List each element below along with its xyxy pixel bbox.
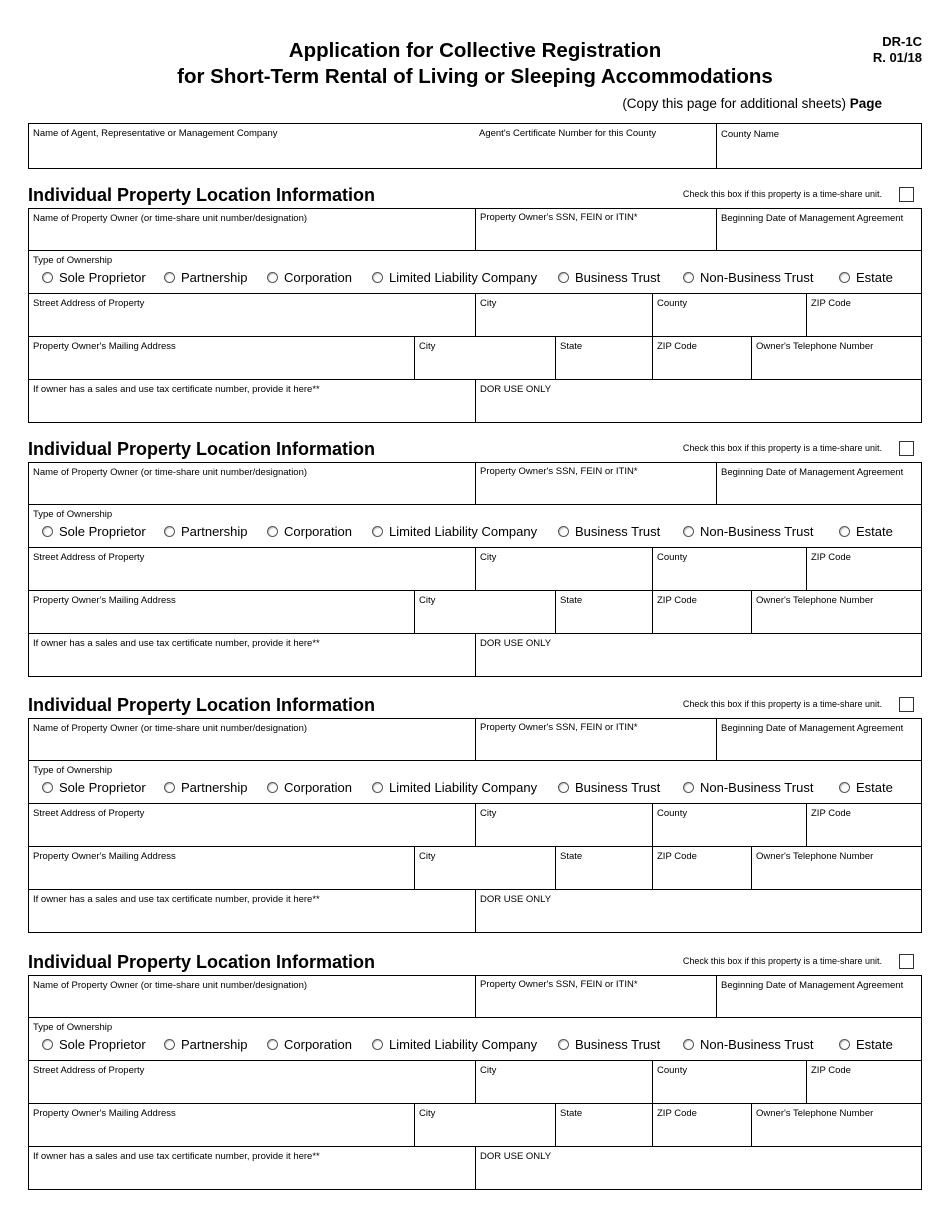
begin-date-field[interactable] [716,463,921,504]
mailing-city-label: City [419,851,436,862]
radio-label: Corporation [284,1037,352,1052]
owner-name-label: Name of Property Owner (or time-share unit number/designation) [33,980,308,991]
ssn-label: Property Owner's SSN, FEIN or ITIN* [480,722,638,733]
mailing-label: Property Owner's Mailing Address [33,851,176,862]
radio-label: Limited Liability Company [389,270,538,285]
mailing-zip-field[interactable] [652,847,751,889]
agent-cert-field[interactable] [475,124,717,168]
radio-circle[interactable] [372,1039,383,1050]
ssn-field[interactable] [475,463,716,504]
dor-use-field [475,634,921,676]
mailing-label: Property Owner's Mailing Address [33,341,176,352]
city-field[interactable] [475,804,652,846]
radio-label: Non-Business Trust [700,270,814,285]
owner-row [28,718,922,761]
state-field[interactable] [555,847,652,889]
radio-label: Corporation [284,780,352,795]
owner-name-field[interactable] [29,976,475,1017]
radio-circle[interactable] [42,526,53,537]
street-row [28,294,922,337]
ownership-label: Type of Ownership [33,765,113,776]
owner-name-label: Name of Property Owner (or time-share unit number/designation) [33,723,308,734]
radio-label: Partnership [181,1037,248,1052]
dor-use-label: DOR USE ONLY [480,384,552,395]
owner-name-label: Name of Property Owner (or time-share unit number/designation) [33,213,308,224]
radio-circle[interactable] [42,1039,53,1050]
radio-label: Partnership [181,270,248,285]
county-field[interactable] [652,294,806,336]
radio-circle[interactable] [42,272,53,283]
city-field[interactable] [475,1061,652,1103]
dor-use-field [475,890,921,932]
mailing-zip-field[interactable] [652,591,751,633]
mailing-zip-label: ZIP Code [657,595,697,606]
radio-label: Sole Proprietor [59,270,146,285]
mailing-zip-label: ZIP Code [657,341,697,352]
phone-label: Owner's Telephone Number [756,851,874,862]
radio-label: Partnership [181,524,248,539]
tax-row [28,1147,922,1190]
radio-corporation[interactable] [267,270,352,285]
city-label: City [480,552,497,563]
county-label: County [657,808,688,819]
begin-date-field[interactable] [716,976,921,1017]
street-field[interactable] [29,1061,475,1103]
section-title: Individual Property Location Information [28,439,376,459]
sales-tax-field[interactable] [29,890,475,932]
ssn-field[interactable] [475,719,716,760]
radio-business-trust[interactable] [558,780,660,795]
sales-tax-label: If owner has a sales and use tax certificate number, provide it here** [33,894,320,905]
radio-label: Sole Proprietor [59,780,146,795]
radio-corporation[interactable] [267,780,352,795]
copy-note-text: (Copy this page for additional sheets) [622,96,846,111]
zip-field[interactable] [806,804,921,846]
agent-info-box [28,123,922,169]
ownership-row [28,1018,922,1061]
city-label: City [480,808,497,819]
mailing-city-label: City [419,1108,436,1119]
mailing-row [28,591,922,634]
zip-label: ZIP Code [811,552,851,563]
begin-date-field[interactable] [716,719,921,760]
radio-circle[interactable] [267,1039,278,1050]
city-label: City [480,298,497,309]
radio-sole-proprietor[interactable] [42,780,146,795]
radio-estate[interactable] [839,270,893,285]
state-field[interactable] [555,1104,652,1146]
street-label: Street Address of Property [33,552,145,563]
phone-label: Owner's Telephone Number [756,595,874,606]
street-field[interactable] [29,804,475,846]
radio-circle[interactable] [683,1039,694,1050]
mailing-field[interactable] [29,591,414,633]
city-label: City [480,1065,497,1076]
section-title: Individual Property Location Information [28,952,376,972]
radio-non-business-trust[interactable] [683,780,813,795]
dor-use-field [475,1147,921,1189]
radio-label: Estate [856,524,893,539]
agent-name-field[interactable] [29,124,475,168]
phone-field[interactable] [751,591,921,633]
county-label: County [657,552,688,563]
section-title: Individual Property Location Information [28,695,376,715]
mailing-zip-field[interactable] [652,1104,751,1146]
form-identifier [873,34,922,66]
radio-circle[interactable] [839,782,850,793]
dor-use-label: DOR USE ONLY [480,638,552,649]
mailing-row [28,847,922,890]
street-row [28,804,922,847]
title-line-2: for Short-Term Rental of Living or Sleeping Accommodations [177,65,773,88]
begin-date-label: Beginning Date of Management Agreement [721,467,904,478]
radio-label: Business Trust [575,524,661,539]
agent-cert-label: Agent's Certificate Number for this County [479,128,657,139]
radio-circle[interactable] [558,526,569,537]
radio-partnership[interactable] [164,780,247,795]
ssn-field[interactable] [475,209,716,250]
radio-circle[interactable] [839,1039,850,1050]
zip-field[interactable] [806,548,921,590]
radio-llc[interactable] [372,270,537,285]
timeshare-label: Check this box if this property is a time-share unit. [682,699,882,709]
radio-circle[interactable] [683,782,694,793]
county-field[interactable] [652,804,806,846]
phone-field[interactable] [751,847,921,889]
radio-label: Estate [856,1037,893,1052]
radio-circle[interactable] [558,782,569,793]
radio-corporation[interactable] [267,1037,352,1052]
radio-business-trust[interactable] [558,1037,660,1052]
city-field[interactable] [475,294,652,336]
mailing-zip-label: ZIP Code [657,851,697,862]
ownership-row [28,251,922,294]
radio-circle[interactable] [164,1039,175,1050]
mailing-row [28,1104,922,1147]
tax-row [28,634,922,677]
ownership-row [28,761,922,804]
copy-note [622,96,882,111]
agent-name-label: Name of Agent, Representative or Management Company [33,128,278,139]
sales-tax-label: If owner has a sales and use tax certificate number, provide it here** [33,638,320,649]
section-title: Individual Property Location Information [28,185,376,205]
ssn-label: Property Owner's SSN, FEIN or ITIN* [480,979,638,990]
county-name-label: County Name [721,129,780,140]
zip-label: ZIP Code [811,298,851,309]
radio-label: Estate [856,270,893,285]
street-label: Street Address of Property [33,298,145,309]
dor-use-label: DOR USE ONLY [480,894,552,905]
radio-circle[interactable] [683,526,694,537]
dor-use-label: DOR USE ONLY [480,1151,552,1162]
radio-label: Partnership [181,780,248,795]
street-label: Street Address of Property [33,1065,145,1076]
tax-row [28,890,922,933]
radio-partnership[interactable] [164,1037,247,1052]
radio-label: Business Trust [575,780,661,795]
begin-date-label: Beginning Date of Management Agreement [721,213,904,224]
sales-tax-field[interactable] [29,1147,475,1189]
radio-circle[interactable] [164,526,175,537]
mailing-city-field[interactable] [414,337,555,379]
sales-tax-field[interactable] [29,380,475,422]
radio-circle[interactable] [372,272,383,283]
radio-estate[interactable] [839,524,893,539]
owner-name-field[interactable] [29,719,475,760]
title-line-1: Application for Collective Registration [288,39,662,62]
mailing-city-label: City [419,595,436,606]
zip-label: ZIP Code [811,1065,851,1076]
owner-row [28,975,922,1018]
county-label: County [657,298,688,309]
sales-tax-field[interactable] [29,634,475,676]
ownership-label: Type of Ownership [33,509,113,520]
radio-corporation[interactable] [267,524,352,539]
radio-circle[interactable] [267,526,278,537]
radio-circle[interactable] [164,272,175,283]
sales-tax-label: If owner has a sales and use tax certificate number, provide it here** [33,1151,320,1162]
owner-row [28,462,922,505]
street-field[interactable] [29,294,475,336]
begin-date-label: Beginning Date of Management Agreement [721,723,904,734]
radio-circle[interactable] [558,272,569,283]
radio-estate[interactable] [839,1037,893,1052]
sales-tax-label: If owner has a sales and use tax certificate number, provide it here** [33,384,320,395]
radio-llc[interactable] [372,780,537,795]
ssn-field[interactable] [475,976,716,1017]
radio-label: Business Trust [575,270,661,285]
page-label: Page [849,96,882,111]
mailing-zip-label: ZIP Code [657,1108,697,1119]
radio-estate[interactable] [839,780,893,795]
owner-name-field[interactable] [29,209,475,250]
ownership-label: Type of Ownership [33,1022,113,1033]
owner-name-field[interactable] [29,463,475,504]
radio-circle[interactable] [372,526,383,537]
radio-circle[interactable] [558,1039,569,1050]
phone-label: Owner's Telephone Number [756,341,874,352]
radio-non-business-trust[interactable] [683,524,813,539]
radio-label: Sole Proprietor [59,1037,146,1052]
radio-sole-proprietor[interactable] [42,524,146,539]
state-label: State [560,595,583,606]
timeshare-label: Check this box if this property is a time-share unit. [682,956,882,966]
radio-sole-proprietor[interactable] [42,1037,146,1052]
radio-circle[interactable] [372,782,383,793]
radio-non-business-trust[interactable] [683,270,813,285]
mailing-field[interactable] [29,847,414,889]
ssn-label: Property Owner's SSN, FEIN or ITIN* [480,466,638,477]
mailing-city-field[interactable] [414,1104,555,1146]
dor-use-field [475,380,921,422]
owner-name-label: Name of Property Owner (or time-share unit number/designation) [33,467,308,478]
mailing-city-field[interactable] [414,591,555,633]
mailing-field[interactable] [29,1104,414,1146]
mailing-city-field[interactable] [414,847,555,889]
county-name-field[interactable] [716,124,921,168]
mailing-zip-field[interactable] [652,337,751,379]
radio-business-trust[interactable] [558,270,660,285]
street-label: Street Address of Property [33,808,145,819]
ssn-label: Property Owner's SSN, FEIN or ITIN* [480,212,638,223]
timeshare-label: Check this box if this property is a time-share unit. [682,189,882,199]
radio-circle[interactable] [839,272,850,283]
radio-label: Limited Liability Company [389,524,538,539]
zip-field[interactable] [806,1061,921,1103]
radio-label: Non-Business Trust [700,1037,814,1052]
radio-label: Non-Business Trust [700,780,814,795]
radio-non-business-trust[interactable] [683,1037,813,1052]
radio-label: Limited Liability Company [389,1037,538,1052]
radio-sole-proprietor[interactable] [42,270,146,285]
timeshare-checkbox[interactable] [899,954,914,969]
owner-row [28,208,922,251]
county-label: County [657,1065,688,1076]
mailing-field[interactable] [29,337,414,379]
radio-circle[interactable] [42,782,53,793]
ownership-label: Type of Ownership [33,255,113,266]
street-field[interactable] [29,548,475,590]
timeshare-checkbox[interactable] [899,441,914,456]
radio-llc[interactable] [372,524,537,539]
state-field[interactable] [555,337,652,379]
ownership-row [28,505,922,548]
county-field[interactable] [652,1061,806,1103]
radio-llc[interactable] [372,1037,537,1052]
radio-business-trust[interactable] [558,524,660,539]
radio-circle[interactable] [267,782,278,793]
radio-circle[interactable] [164,782,175,793]
state-field[interactable] [555,591,652,633]
radio-partnership[interactable] [164,270,247,285]
zip-label: ZIP Code [811,808,851,819]
radio-label: Sole Proprietor [59,524,146,539]
mailing-label: Property Owner's Mailing Address [33,1108,176,1119]
tax-row [28,380,922,423]
timeshare-checkbox[interactable] [899,187,914,202]
form-revision: R. 01/18 [872,50,922,65]
state-label: State [560,851,583,862]
radio-label: Corporation [284,524,352,539]
mailing-city-label: City [419,341,436,352]
radio-label: Limited Liability Company [389,780,538,795]
radio-circle[interactable] [839,526,850,537]
zip-field[interactable] [806,294,921,336]
timeshare-checkbox[interactable] [899,697,914,712]
form-title [0,38,950,90]
county-field[interactable] [652,548,806,590]
begin-date-label: Beginning Date of Management Agreement [721,980,904,991]
radio-circle[interactable] [683,272,694,283]
mailing-label: Property Owner's Mailing Address [33,595,176,606]
radio-partnership[interactable] [164,524,247,539]
phone-label: Owner's Telephone Number [756,1108,874,1119]
radio-label: Non-Business Trust [700,524,814,539]
state-label: State [560,341,583,352]
phone-field[interactable] [751,337,921,379]
street-row [28,548,922,591]
phone-field[interactable] [751,1104,921,1146]
form-code: DR-1C [882,34,922,49]
city-field[interactable] [475,548,652,590]
radio-circle[interactable] [267,272,278,283]
state-label: State [560,1108,583,1119]
begin-date-field[interactable] [716,209,921,250]
street-row [28,1061,922,1104]
radio-label: Corporation [284,270,352,285]
radio-label: Estate [856,780,893,795]
radio-label: Business Trust [575,1037,661,1052]
timeshare-label: Check this box if this property is a time-share unit. [682,443,882,453]
mailing-row [28,337,922,380]
